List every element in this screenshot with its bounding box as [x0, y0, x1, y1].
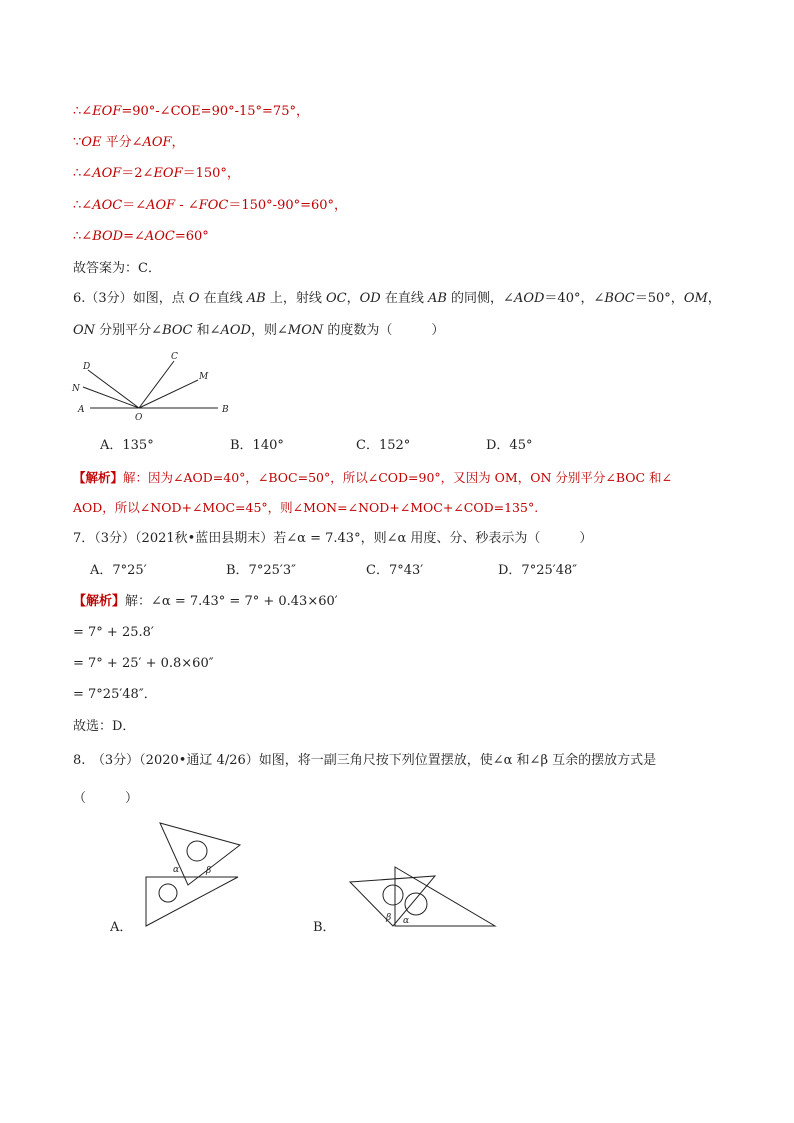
q6-option-a: A．135° — [100, 438, 154, 453]
q8b-circle-right — [405, 893, 427, 915]
prev-solution-line-2: ∵OE 平分∠AOF， — [73, 135, 185, 150]
q6-line-2: ON 分别平分∠BOC 和∠AOD，则∠MON 的度数为（ ） — [73, 323, 445, 338]
q8-option-a: A． — [110, 920, 133, 935]
q6-label-b: B — [222, 405, 229, 415]
q7-step-2: = 7° + 25′ + 0.8×60″ — [73, 656, 214, 671]
q7-option-b: B．7°25′3″ — [226, 563, 296, 578]
q7-option-d: D．7°25′48″ — [498, 563, 578, 578]
q8-figure-b — [345, 862, 500, 932]
prev-answer: 故答案为：C． — [73, 261, 161, 276]
q6-label-c: C — [171, 352, 178, 362]
q6-label-o: O — [135, 413, 143, 423]
q8-line-2: （ ） — [73, 791, 139, 806]
q6-option-c: C．152° — [356, 438, 411, 453]
q8a-label-alpha: α — [173, 865, 180, 875]
prev-solution-line-1: ∴∠EOF=90°-∠COE=90°-15°=75°， — [73, 104, 309, 119]
q6-line-1: 6.（3分）如图，点 O 在直线 AB 上，射线 OC，OD 在直线 AB 的同侧，∠AOD＝40°，∠BOC＝50°，OM， — [73, 291, 721, 306]
q8-figure-a — [140, 820, 250, 930]
prev-solution-line-3: ∴∠AOF＝2∠EOF＝150°， — [73, 166, 240, 181]
q8a-triangle-bottom — [146, 877, 238, 926]
q6-label-d: D — [83, 362, 91, 372]
prev-solution-line-4: ∴∠AOC＝∠AOF - ∠FOC＝150°-90°=60°， — [73, 198, 348, 213]
q8-option-b: B． — [313, 920, 336, 935]
q6-analysis-line-1: 【解析】解：因为∠AOD=40°，∠BOC=50°，所以∠COD=90°，又因为 OM，ON 分别平分∠BOC 和∠ — [73, 470, 673, 485]
q8a-circle-bottom — [159, 884, 177, 902]
q7-option-c: C．7°43′ — [366, 563, 424, 578]
q8b-label-beta: β — [386, 913, 392, 923]
q6-label-a: A — [78, 405, 85, 415]
q8a-circle-top — [187, 841, 207, 861]
q6-figure — [70, 348, 240, 424]
q6-option-b: B．140° — [230, 438, 284, 453]
q8a-triangle-top — [160, 823, 240, 885]
q7-analysis-line-1: 【解析】解：∠α = 7.43° = 7° + 0.43×60′ — [73, 594, 338, 609]
q6-ray-oc — [139, 361, 174, 408]
q7-step-3: = 7°25′48″． — [73, 687, 157, 702]
q7-step-1: = 7° + 25.8′ — [73, 625, 154, 640]
q7-answer: 故选：D． — [73, 719, 136, 734]
q8b-triangle-right — [395, 867, 495, 926]
q8b-label-alpha: α — [403, 916, 410, 926]
q6-ray-od — [88, 370, 139, 408]
prev-solution-line-5: ∴∠BOD=∠AOC=60° — [73, 229, 209, 244]
q7-option-a: A．7°25′ — [90, 563, 147, 578]
q8-line-1: 8. （3分）（2020•通辽 4/26）如图，将一副三角尺按下列位置摆放，使∠α 和∠β 互余的摆放方式是 — [73, 753, 657, 768]
q7-line: 7．（3分）（2021秋•蓝田县期末）若∠α = 7.43°，则∠α 用度、分、秒表示为（ ） — [73, 531, 593, 546]
q6-label-m: M — [199, 372, 209, 382]
q8a-label-beta: β — [206, 866, 212, 876]
q6-option-d: D．45° — [486, 438, 533, 453]
q6-ray-om — [139, 380, 198, 408]
q6-analysis-line-2: AOD，所以∠NOD+∠MOC=45°，则∠MON=∠NOD+∠MOC+∠COD=135°. — [73, 500, 539, 515]
q6-label-n: N — [72, 384, 80, 394]
q8b-circle-left — [383, 885, 403, 905]
q6-ray-on — [83, 387, 139, 408]
